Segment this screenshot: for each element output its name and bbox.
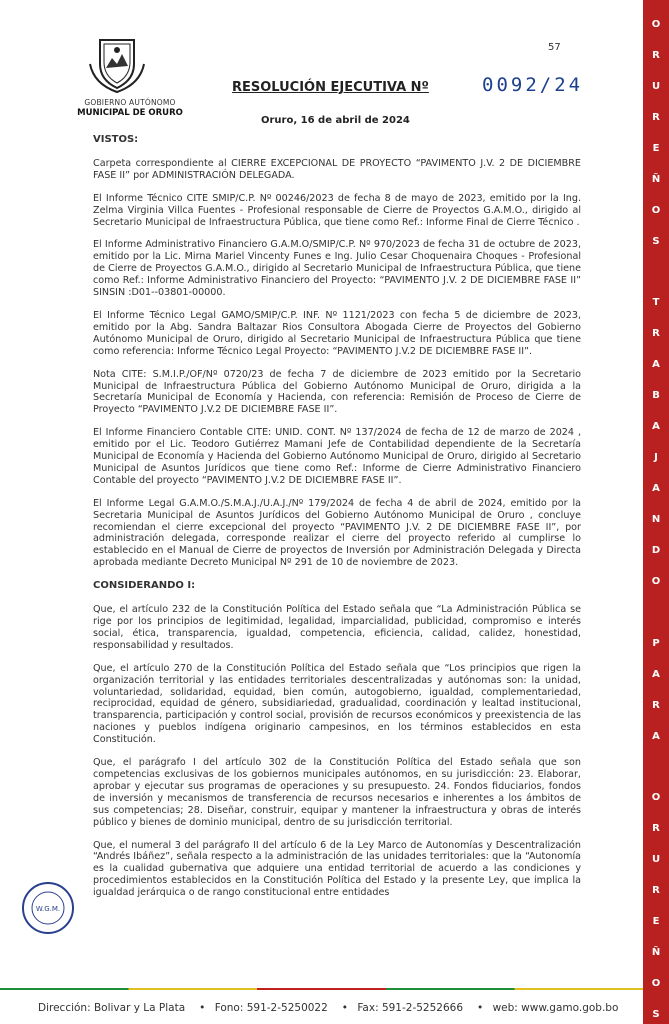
ribbon-letter: E xyxy=(652,142,660,154)
footer-web-link[interactable]: web: www.gamo.gob.bo xyxy=(492,1002,619,1014)
vistos-paragraph: Carpeta correspondiente al CIERRE EXCEPCIONAL DE PROYECTO “PAVIMENTO J.V. 2 DE DICIEMBRE FASE II” por ADMINISTRACIÓN DELEGADA. xyxy=(93,157,581,181)
section-heading-considerando: CONSIDERANDO I: xyxy=(93,580,196,592)
ribbon-letter: A xyxy=(652,730,660,742)
considerando-paragraph: Que, el parágrafo I del artículo 302 de la Constitución Política del Estado señala que son competencias exclusivas de los gobiernos municipales autónomos, en su jurisdicción: 23. Elaborar, aprobar y ejecutar sus programas de operaciones y su presupuesto. 24. Fondos fiduciarios, fondos de inversión y mecanismos de transferencia de recursos necesarios e inherentes a los ámbitos de sus competencias; 28. Diseñar, construir, equipar y mantener la infraestructura y obras de interés público y bienes de dominio municipal, dentro de su jurisdicción territorial. xyxy=(93,757,581,828)
ribbon-letter xyxy=(654,763,657,773)
municipal-coat-of-arms-icon xyxy=(86,34,148,94)
ribbon-letter: S xyxy=(652,1009,660,1020)
vistos-paragraph: El Informe Financiero Contable CITE: UNID. CONT. Nº 137/2024 de fecha de 12 de marzo de 2024 , emitido por el Lic. Teodoro Gutiérrez Mamani Jefe de Contabilidad dependiente de la Secretaría Municipal de Economía y Hacienda del Gobierno Autónomo Municipal de Oruro, dirigido al Secretario Municipal de Asuntos Jurídicos que tiene como Ref.: Informe de Cierre Administrativo Financiero Contable del proyecto “PAVIMENTO J.V.2 DE DICIEMBRE FASE II”. xyxy=(93,427,581,486)
ribbon-letter: S xyxy=(652,235,660,247)
document-body xyxy=(93,134,581,910)
official-stamp-icon xyxy=(20,880,76,936)
section-heading-vistos: VISTOS: xyxy=(93,134,139,145)
ribbon-letter: Ñ xyxy=(651,173,661,185)
ribbon-letter: U xyxy=(651,80,661,92)
ribbon-letter: B xyxy=(652,390,660,402)
ribbon-letter: A xyxy=(652,421,660,433)
ribbon-letter: E xyxy=(652,916,660,928)
ribbon-letter: A xyxy=(652,668,660,680)
footer-color-bar xyxy=(0,988,643,990)
resolution-title: RESOLUCIÓN EJECUTIVA Nº xyxy=(232,80,429,95)
side-ribbon xyxy=(643,0,669,1024)
ribbon-letter: R xyxy=(652,885,660,897)
ribbon-letter: J xyxy=(654,452,658,464)
ribbon-letter: O xyxy=(651,204,661,216)
ribbon-letter: D xyxy=(651,544,661,556)
ribbon-letter: P xyxy=(652,637,660,649)
footer xyxy=(0,988,643,1024)
resolution-number-handwritten: 0092/24 xyxy=(482,74,584,96)
ribbon-letter: R xyxy=(652,823,660,835)
ribbon-slogan xyxy=(643,20,669,1020)
considerando-paragraph: Que, el numeral 3 del parágrafo II del artículo 6 de la Ley Marco de Autonomías y Descentralización “Andrés Ibáñez”, señala respecto a la administración de las unidades territoriales: que la “Autonomía es la cualidad gubernativa que adquiere una entidad territorial de acuerdo a las condiciones y procedimientos establecidos en la Constitución Política del Estado y la presente Ley, que implica la igualdad jerárquica o de rango constitucional entre entidades xyxy=(93,839,581,899)
ribbon-letter: A xyxy=(652,359,660,371)
org-name-line1: GOBIERNO AUTÓNOMO xyxy=(84,98,176,107)
footer-fax: Fax: 591-2-5252666 xyxy=(357,1002,464,1014)
vistos-paragraph: El Informe Administrativo Financiero G.A.M.O/SMIP/C.P. Nº 970/2023 de fecha 31 de octubre de 2023, emitido por la Lic. Mirna Mariel Vincenty Funes e Ing. Julio Cesar Choquenaira Choques - Profesional de Cierre de Proyectos G.A.M.O., dirigido al Secretario Municipal de Infraestructura Pública, que tiene como Ref.: Informe Administrativo Financiero del Proyecto: “PAVIMENTO J.V. 2 DE DICIEMBRE FASE II” SINSIN :D01--03801-00000. xyxy=(93,239,581,299)
footer-contact: Dirección: Bolivar y La Plata • Fono: 591-2-5250022 • Fax: 591-2-5252666 • web: www.gamo.gob.bo xyxy=(38,1002,619,1014)
ribbon-letter: T xyxy=(652,297,660,309)
stamp-text: W.G.M. xyxy=(35,905,61,913)
ribbon-letter xyxy=(654,608,657,618)
considerando-paragraph: Que, el artículo 270 de la Constitución Política del Estado señala que “Los principios que rigen la organización territorial y las entidades territoriales descentralizadas y autónomas son: la unidad, voluntariedad, solidaridad, equidad, bien común, autogobierno, igualdad, complementariedad, reciprocidad, equidad de género, subsidiariedad, gradualidad, coordinación y lealtad institucional, transparencia, participación y control social, provisión de recursos económicos y preexistencia de las naciones y pueblos indígena originario campesinos, en los términos establecidos en esta Constitución. xyxy=(93,662,581,746)
ribbon-letter: O xyxy=(651,978,661,990)
ribbon-letter: U xyxy=(651,854,661,866)
ribbon-letter xyxy=(654,268,657,278)
ribbon-letter: R xyxy=(652,111,660,123)
ribbon-letter: R xyxy=(652,328,660,340)
page-number: 57 xyxy=(548,42,561,53)
vistos-paragraph: El Informe Técnico Legal GAMO/SMIP/C.P. INF. Nº 1121/2023 con fecha 5 de diciembre de 2023, emitido por la Abg. Sandra Baltazar Rios Consultora Abogada Cierre de Proyectos del Gobierno Autónomo Municipal de Oruro, dirigido al Secretario Municipal de Infraestructura Pública que tiene como referencia: Informe Técnico Legal Proyecto: “PAVIMENTO J.V.2 DE DICIEMBRE FASE II”. xyxy=(93,309,581,357)
ribbon-letter: O xyxy=(651,19,661,30)
ribbon-letter: R xyxy=(652,49,660,61)
footer-address: Dirección: Bolivar y La Plata xyxy=(38,1002,186,1014)
ribbon-letter: N xyxy=(651,514,661,525)
ribbon-letter: O xyxy=(651,575,661,587)
org-name-line2: MUNICIPAL DE ORURO xyxy=(77,108,183,118)
ribbon-letter: Ñ xyxy=(651,947,661,959)
vistos-paragraph: Nota CITE: S.M.I.P./OF/Nº 0720/23 de fecha 7 de diciembre de 2023 emitido por la Secretario Municipal de Infraestructura Pública del Gobierno Autónomo Municipal de Oruro, dirigida a la Secretaría Municipal de Economía y Hacienda, con referencia: Remisión de Proceso de Cierre de Proyecto “PAVIMENTO J.V.2 DE DICIEMBRE FASE II”. xyxy=(93,368,581,416)
ribbon-letter: R xyxy=(652,699,660,711)
vistos-paragraph: El Informe Legal G.A.M.O./S.M.A.J./U.A.J./Nº 179/2024 de fecha 4 de abril de 2024, emitido por la Secretaria Municipal de Asuntos Jurídicos del Gobierno Autónomo Municipal de Oruro , concluye recomiendan el cierre excepcional del proyecto “PAVIMENTO J.V. 2 DE DICIEMBRE FASE II”, por administración delegada, corresponde realizar el cierre del proyecto referido al cumplirse lo establecido en el Manual de Cierre de proyectos de Inversión por Administración Delegada y Directa aprobada mediante Decreto Municipal Nº 291 de 10 de noviembre de 2023. xyxy=(93,497,581,569)
ribbon-letter: O xyxy=(651,792,661,804)
footer-phone: Fono: 591-2-5250022 xyxy=(214,1002,328,1014)
vistos-paragraph: El Informe Técnico CITE SMIP/C.P. Nº 00246/2023 de fecha 8 de mayo de 2023, emitido por la Ing. Zelma Virginia Villca Fuentes - Profesional responsable de Cierre de Proyectos G.A.M.O., dirigido al Secretario Municipal de Infraestructura Pública, que tiene como Ref.: Informe Final de Cierre Técnico . xyxy=(93,192,581,228)
resolution-date: Oruro, 16 de abril de 2024 xyxy=(261,115,410,126)
ribbon-letter: A xyxy=(652,483,660,495)
considerando-paragraph: Que, el artículo 232 de la Constitución Política del Estado señala que “La Administración Pública se rige por los principios de legitimidad, legalidad, imparcialidad, publicidad, compromiso e interés social, ética, transparencia, igualdad, competencia, eficiencia, calidad, calidez, honestidad, responsabilidad y resultados. xyxy=(93,604,581,651)
